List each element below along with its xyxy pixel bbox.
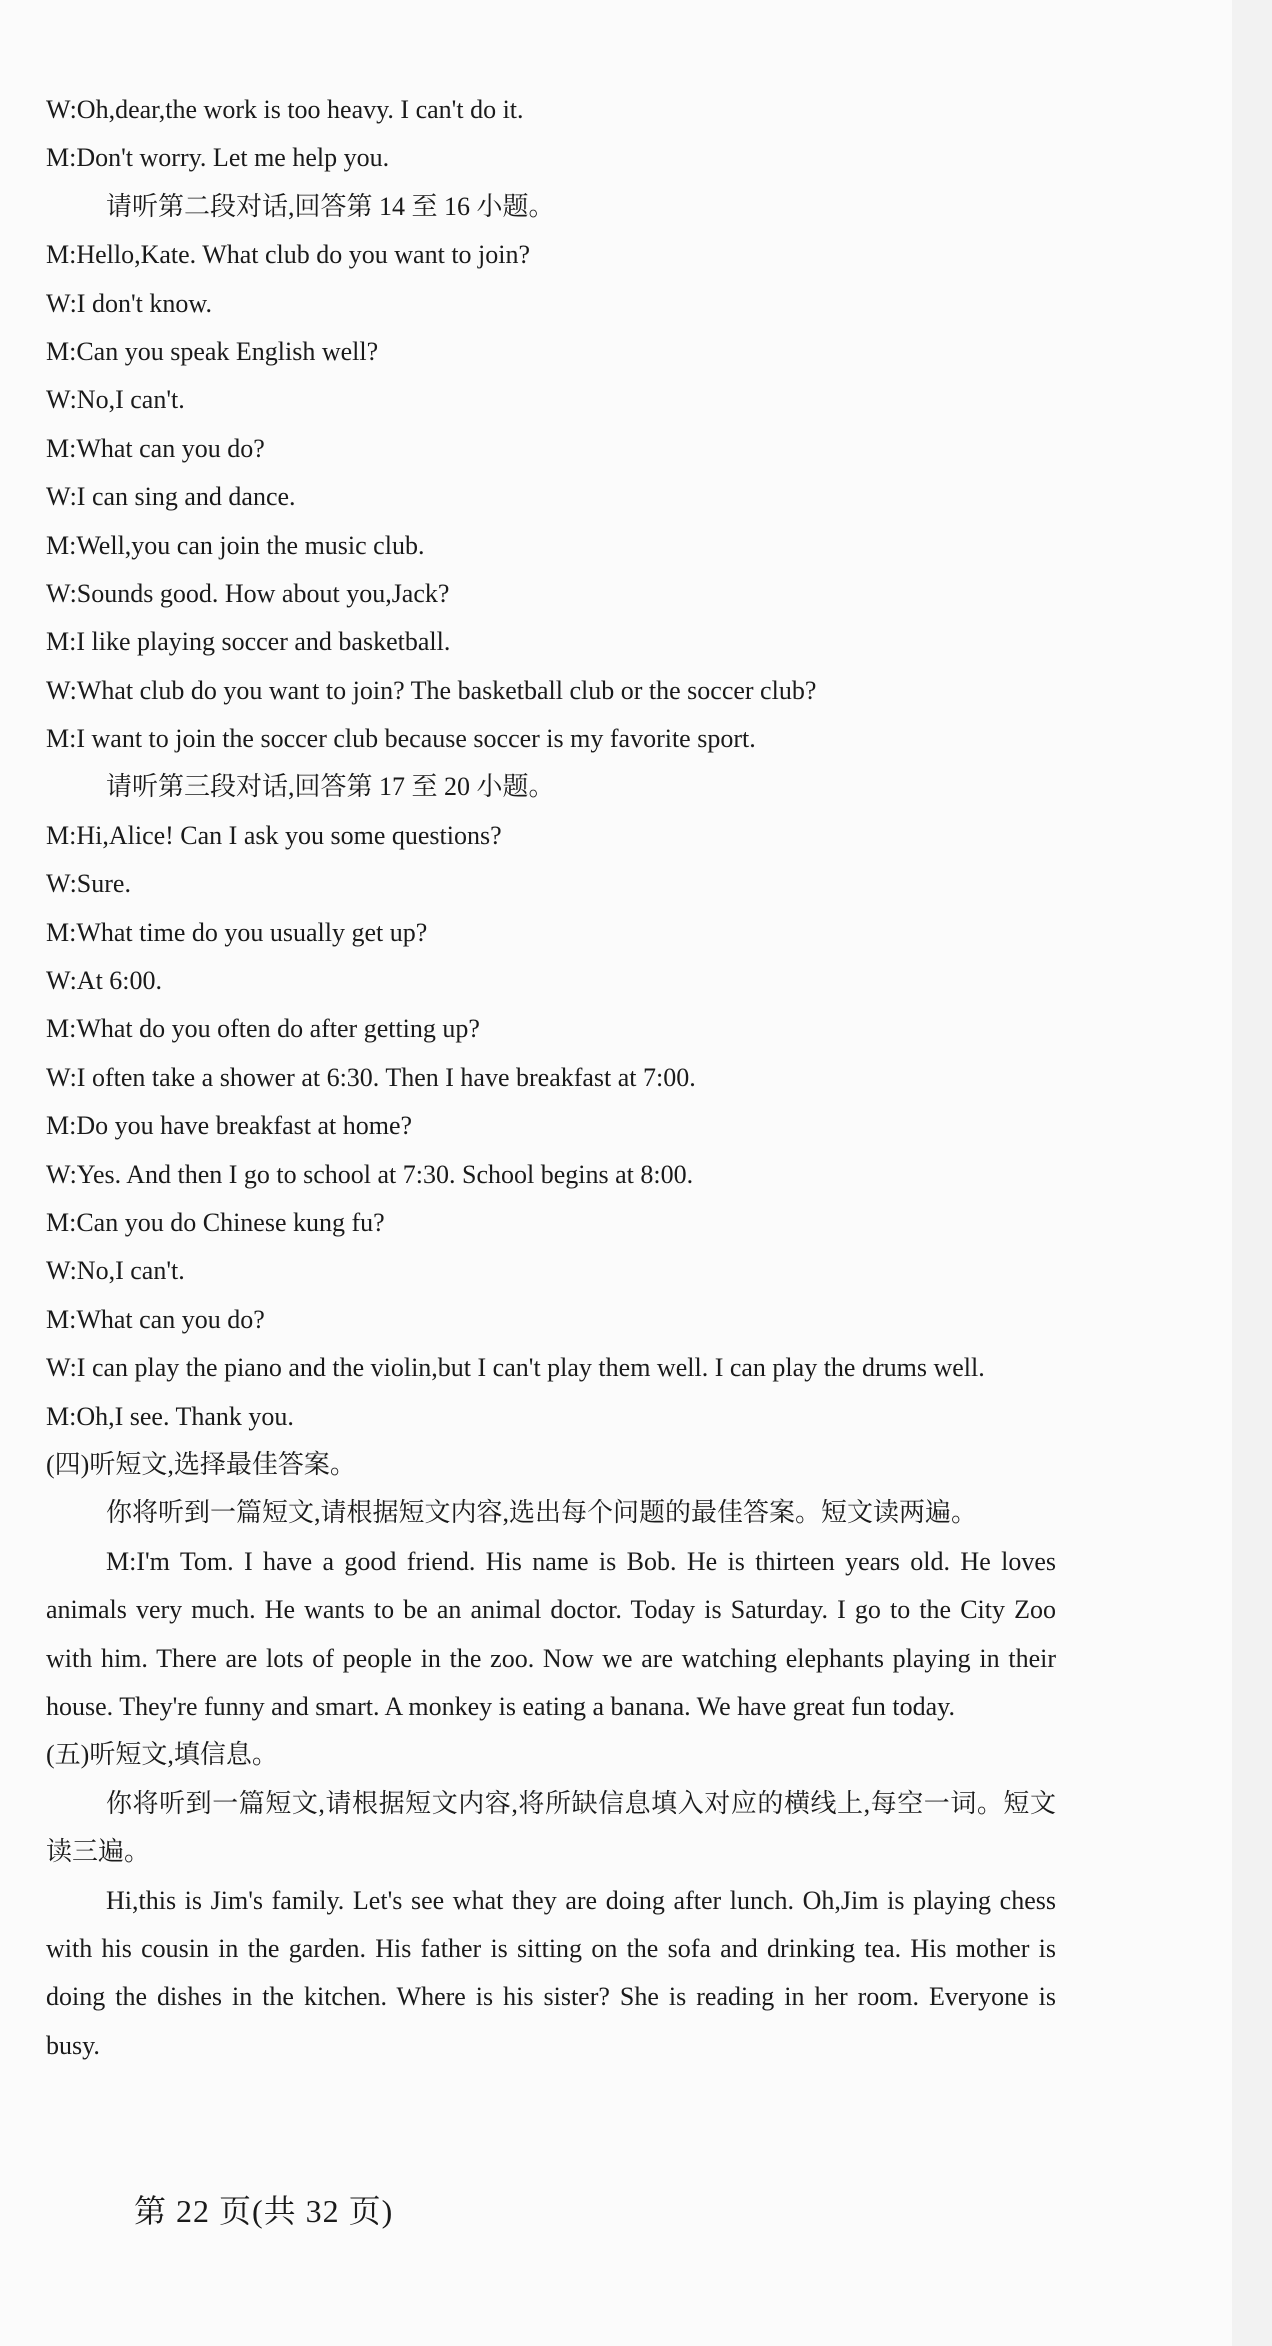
- dialogue-line-wrapped: W:I can play the piano and the violin,but I can't play them well. I can play the drums well.: [46, 1353, 985, 1383]
- part-instruction: 你将听到一篇短文,请根据短文内容,选出每个问题的最佳答案。短文读两遍。: [106, 1498, 978, 1528]
- dialogue-line: M:Don't worry. Let me help you.: [46, 143, 390, 173]
- part-instruction: 你将听到一篇短文,请根据短文内容,将所缺信息填入对应的横线上,每空一词。短文读三遍。: [46, 1788, 1056, 1867]
- dialogue-line: M:Hi,Alice! Can I ask you some questions?: [46, 820, 502, 850]
- section-instruction: 请听第二段对话,回答第 14 至 16 小题。: [106, 191, 555, 221]
- dialogue-line: W:What club do you want to join? The basketball club or the soccer club?: [46, 675, 817, 705]
- part-heading: (五)听短文,填信息。: [46, 1740, 278, 1770]
- passage: Hi,this is Jim's family. Let's see what they are doing after lunch. Oh,Jim is playing chess with his cousin in the garden. His father is sitting on the sofa and drinking tea. His mother is doing the dishes in the kitchen. Where is his sister? She is reading in her room. Everyone is busy.: [46, 1885, 1056, 2060]
- dialogue-line: W:Oh,dear,the work is too heavy. I can't do it.: [46, 95, 524, 124]
- dialogue-line: W:I can sing and dance.: [46, 482, 296, 512]
- dialogue-line: M:I like playing soccer and basketball.: [46, 627, 451, 657]
- part-heading: (四)听短文,选择最佳答案。: [46, 1449, 356, 1479]
- dialogue-line: W:I often take a shower at 6:30. Then I have breakfast at 7:00.: [46, 1062, 696, 1092]
- dialogue-line: M:What do you often do after getting up?: [46, 1014, 480, 1044]
- section-instruction: 请听第三段对话,回答第 17 至 20 小题。: [106, 772, 555, 802]
- dialogue-line: M:Well,you can join the music club.: [46, 530, 425, 560]
- dialogue-line: W:I don't know.: [46, 288, 212, 318]
- dialogue-line: W:Sounds good. How about you,Jack?: [46, 578, 450, 608]
- dialogue-line: M:Hello,Kate. What club do you want to join?: [46, 240, 531, 270]
- dialogue-line: M:What time do you usually get up?: [46, 917, 428, 947]
- dialogue-line: W:No,I can't.: [46, 1256, 185, 1286]
- dialogue-line: M:Oh,I see. Thank you.: [46, 1401, 294, 1431]
- dialogue-line: M:Do you have breakfast at home?: [46, 1111, 413, 1141]
- dialogue-line: W:At 6:00.: [46, 966, 163, 996]
- dialogue-line: M:What can you do?: [46, 1304, 265, 1334]
- dialogue-line: M:Can you do Chinese kung fu?: [46, 1207, 385, 1237]
- dialogue-line: M:What can you do?: [46, 433, 265, 463]
- passage: M:I'm Tom. I have a good friend. His name is Bob. He is thirteen years old. He loves animals very much. He wants to be an animal doctor. Today is Saturday. I go to the City Zoo with him. There are lots of people in the zoo. Now we are watching elephants playing in their house. They're funny and smart. A monkey is eating a banana. We have great fun today.: [46, 1546, 1056, 1721]
- dialogue-line: M:Can you speak English well?: [46, 336, 379, 366]
- dialogue-line: W:Yes. And then I go to school at 7:30. School begins at 8:00.: [46, 1159, 694, 1189]
- page-number: 第 22 页(共 32 页): [134, 2193, 394, 2229]
- dialogue-line: M:I want to join the soccer club because soccer is my favorite sport.: [46, 724, 756, 754]
- dialogue-line: W:No,I can't.: [46, 385, 185, 415]
- dialogue-line: W:Sure.: [46, 869, 131, 899]
- document-body: [46, 86, 1056, 2070]
